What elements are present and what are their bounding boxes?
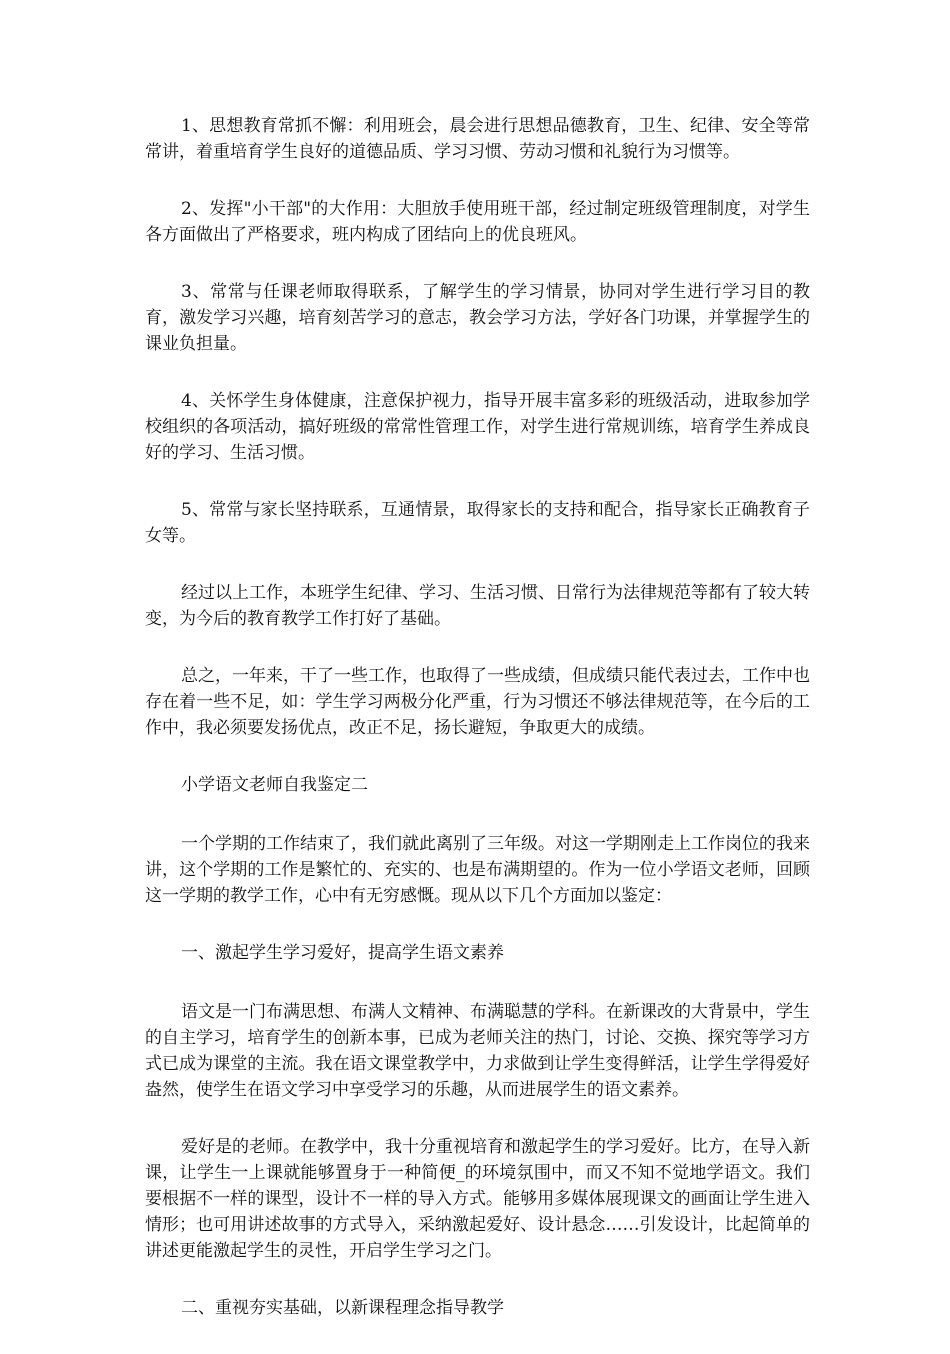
paragraph-item-1: 1、思想教育常抓不懈：利用班会，晨会进行思想品德教育，卫生、纪律、安全等常常讲，着重培育学生良好的道德品质、学习习惯、劳动习惯和礼貌行为习惯等。 [145,116,810,162]
intro-paragraph: 一个学期的工作结束了，我们就此离别了三年级。对这一学期刚走上工作岗位的我来讲，这个学期的工作是繁忙的、充实的、也是布满期望的。作为一位小学语文老师，回顾这一学期的教学工作，心中有无穷感慨。现从以下几个方面加以鉴定： [145,834,810,906]
body-paragraph: 爱好是的老师。在教学中，我十分重视培育和激起学生的学习爱好。比方，在导入新课，让学生一上课就能够置身于一种简便_的环境氛围中，而又不知不觉地学语文。我们要根据不一样的课型，设计不一样的导入方式。能够用多媒体展现课文的画面让学生进入情形；也可用讲述故事的方式导入，采纳激起爱好、设计悬念……引发设计，比起简单的讲述更能激起学生的灵性，开启学生学习之门。 [145,1137,810,1261]
paragraph-item-3: 3、常常与任课老师取得联系，了解学生的学习情景，协同对学生进行学习目的教育，激发学习兴趣，培育刻苦学习的意志，教会学习方法，学好各门功课，并掌握学生的课业负担量。 [145,282,810,354]
body-paragraph: 语文是一门布满思想、布满人文精神、布满聪慧的学科。在新课改的大背景中，学生的自主学习，培育学生的创新本事，已成为老师关注的热门，讨论、交换、探究等学习方式已成为课堂的主流。我在语文课堂教学中，力求做到让学生变得鲜活，让学生学得爱好盎然，使学生在语文学习中享受学习的乐趣，从而进展学生的语文素养。 [145,1002,810,1100]
paragraph-item-5: 5、常常与家长坚持联系，互通情景，取得家长的支持和配合，指导家长正确教育子女等。 [145,500,810,546]
document-body [145,113,810,1354]
summary-paragraph: 经过以上工作，本班学生纪律、学习、生活习惯、日常行为法律规范等都有了较大转变，为今后的教育教学工作打好了基础。 [145,583,810,629]
paragraph-item-4: 4、关怀学生身体健康，注意保护视力，指导开展丰富多彩的班级活动，进取参加学校组织的各项活动，搞好班级的常常性管理工作，对学生进行常规训练，培育学生养成良好的学习、生活习惯。 [145,391,810,463]
subsection-heading-1: 一、激起学生学习爱好，提高学生语文素养 [181,943,504,963]
conclusion-paragraph: 总之，一年来，干了一些工作，也取得了一些成绩，但成绩只能代表过去，工作中也存在着一些不足，如：学生学习两极分化严重，行为习惯还不够法律规范等，在今后的工作中，我必须要发扬优点，改正不足，扬长避短，争取更大的成绩。 [145,666,810,738]
subsection-heading-2: 二、重视夯实基础，以新课程理念指导教学 [181,1298,504,1318]
section-title: 小学语文老师自我鉴定二 [181,775,368,795]
paragraph-item-2: 2、发挥"小干部"的大作用：大胆放手使用班干部，经过制定班级管理制度，对学生各方面做出了严格要求，班内构成了团结向上的优良班风。 [145,199,810,245]
